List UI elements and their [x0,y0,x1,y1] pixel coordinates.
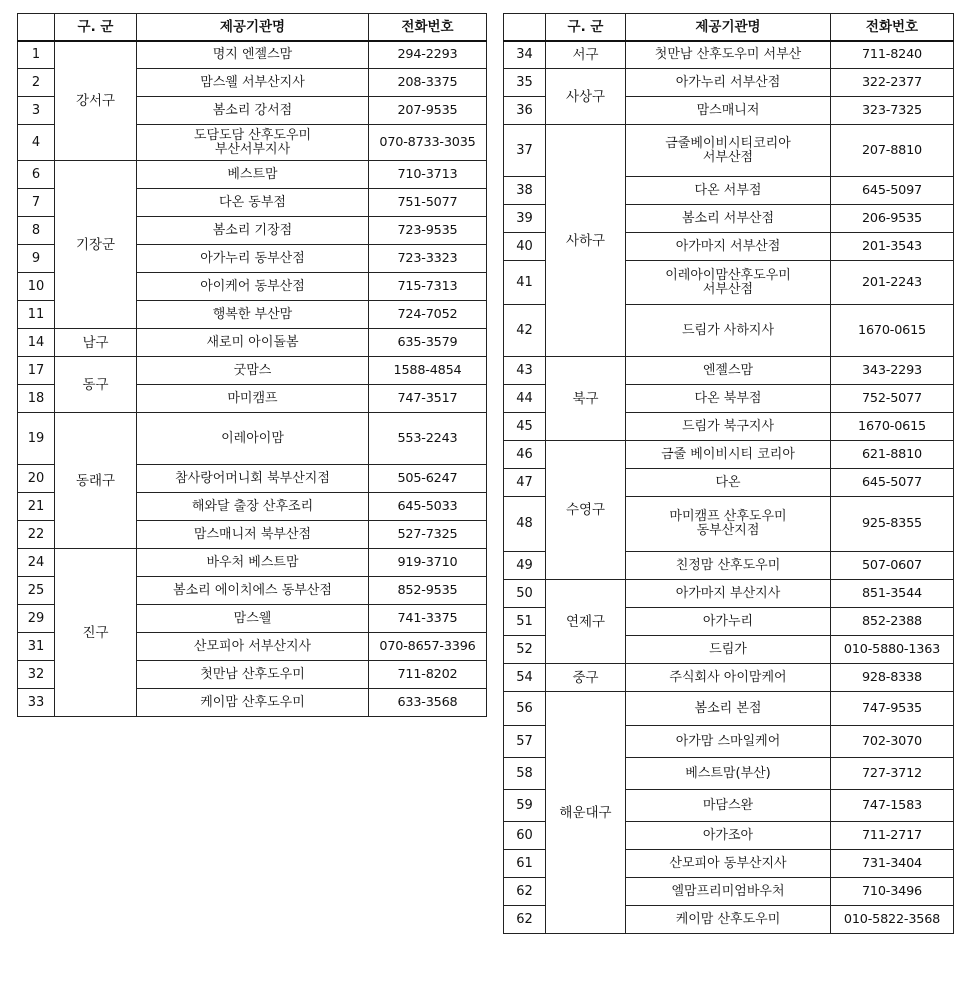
provider-name: 산모피아 서부산지사 [137,633,369,661]
provider-name: 케이맘 산후도우미 [626,906,831,934]
provider-name: 아가맘 스마일케어 [626,726,831,758]
row-number: 32 [18,661,55,689]
district-cell: 중구 [546,664,626,692]
phone-number: 201-3543 [831,233,954,261]
header-index [18,14,55,41]
provider-name: 맘스웰 [137,605,369,633]
provider-name: 금줄베이비시티코리아 서부산점 [626,125,831,177]
phone-number: 070-8657-3396 [369,633,487,661]
row-number: 42 [504,305,546,357]
phone-number: 621-8810 [831,441,954,469]
row-number: 29 [18,605,55,633]
table-row [504,357,954,385]
row-number: 38 [504,177,546,205]
phone-number: 1670-0615 [831,413,954,441]
provider-name: 봄소리 서부산점 [626,205,831,233]
row-number: 61 [504,850,546,878]
district-cell: 사상구 [546,69,626,125]
provider-name: 다온 서부점 [626,177,831,205]
row-number: 45 [504,413,546,441]
row-number: 54 [504,664,546,692]
district-cell: 사하구 [546,125,626,357]
phone-number: 645-5097 [831,177,954,205]
provider-name: 아가마지 부산지사 [626,580,831,608]
district-cell: 남구 [55,329,137,357]
row-number: 7 [18,189,55,217]
provider-name: 드림가 북구지사 [626,413,831,441]
provider-name: 금줄 베이비시티 코리아 [626,441,831,469]
row-number: 25 [18,577,55,605]
phone-number: 010-5880-1363 [831,636,954,664]
provider-name: 엘맘프리미엄바우처 [626,878,831,906]
provider-name: 맘스매니저 [626,97,831,125]
provider-name: 케이맘 산후도우미 [137,689,369,717]
provider-name: 다온 동부점 [137,189,369,217]
provider-name: 이레아이맘산후도우미 서부산점 [626,261,831,305]
provider-name: 봄소리 강서점 [137,97,369,125]
row-number: 37 [504,125,546,177]
phone-number: 711-8240 [831,41,954,69]
phone-number: 852-2388 [831,608,954,636]
header-phone: 전화번호 [831,14,954,41]
table-row [504,125,954,177]
phone-number: 711-2717 [831,822,954,850]
phone-number: 505-6247 [369,465,487,493]
phone-number: 751-5077 [369,189,487,217]
provider-name: 명지 엔젤스맘 [137,41,369,69]
phone-number: 207-9535 [369,97,487,125]
row-number: 60 [504,822,546,850]
phone-number: 741-3375 [369,605,487,633]
row-number: 46 [504,441,546,469]
phone-number: 851-3544 [831,580,954,608]
table-row [504,69,954,97]
provider-name: 아가누리 서부산점 [626,69,831,97]
provider-name: 첫만남 산후도우미 [137,661,369,689]
phone-number: 294-2293 [369,41,487,69]
table-row [18,549,487,577]
provider-name: 새로미 아이돌봄 [137,329,369,357]
phone-number: 323-7325 [831,97,954,125]
phone-number: 1588-4854 [369,357,487,385]
provider-name: 마미캠프 산후도우미 동부산지점 [626,497,831,552]
district-cell: 서구 [546,41,626,69]
row-number: 47 [504,469,546,497]
district-cell: 해운대구 [546,692,626,934]
phone-number: 070-8733-3035 [369,125,487,161]
provider-name: 산모피아 동부산지사 [626,850,831,878]
phone-number: 731-3404 [831,850,954,878]
provider-name: 첫만남 산후도우미 서부산 [626,41,831,69]
phone-number: 645-5077 [831,469,954,497]
provider-name: 이레아이맘 [137,413,369,465]
row-number: 1 [18,41,55,69]
row-number: 35 [504,69,546,97]
phone-number: 747-3517 [369,385,487,413]
provider-name: 다온 북부점 [626,385,831,413]
row-number: 49 [504,552,546,580]
phone-number: 553-2243 [369,413,487,465]
left-provider-table [17,13,487,717]
phone-number: 702-3070 [831,726,954,758]
row-number: 3 [18,97,55,125]
provider-name: 도담도담 산후도우미 부산서부지사 [137,125,369,161]
provider-name: 맘스웰 서부산지사 [137,69,369,97]
table-row [18,357,487,385]
district-cell: 동구 [55,357,137,413]
table-row [18,41,487,69]
district-cell: 동래구 [55,413,137,549]
phone-number: 724-7052 [369,301,487,329]
phone-number: 711-8202 [369,661,487,689]
phone-number: 727-3712 [831,758,954,790]
row-number: 56 [504,692,546,726]
row-number: 11 [18,301,55,329]
header-district: 구. 군 [55,14,137,41]
district-cell: 기장군 [55,161,137,329]
provider-name: 베스트맘(부산) [626,758,831,790]
district-cell: 북구 [546,357,626,441]
row-number: 62 [504,878,546,906]
phone-number: 747-9535 [831,692,954,726]
provider-name: 봄소리 기장점 [137,217,369,245]
table-row [504,664,954,692]
provider-name: 친정맘 산후도우미 [626,552,831,580]
row-number: 6 [18,161,55,189]
provider-name: 드림가 [626,636,831,664]
phone-number: 715-7313 [369,273,487,301]
district-cell: 연제구 [546,580,626,664]
phone-number: 207-8810 [831,125,954,177]
provider-name: 아가조아 [626,822,831,850]
row-number: 57 [504,726,546,758]
row-number: 10 [18,273,55,301]
phone-number: 925-8355 [831,497,954,552]
row-number: 39 [504,205,546,233]
phone-number: 1670-0615 [831,305,954,357]
header-provider: 제공기관명 [137,14,369,41]
provider-name: 굿맘스 [137,357,369,385]
provider-name: 행복한 부산맘 [137,301,369,329]
row-number: 24 [18,549,55,577]
row-number: 51 [504,608,546,636]
phone-number: 645-5033 [369,493,487,521]
header-phone: 전화번호 [369,14,487,41]
row-number: 59 [504,790,546,822]
phone-number: 633-3568 [369,689,487,717]
provider-name: 봄소리 에이치에스 동부산점 [137,577,369,605]
phone-number: 201-2243 [831,261,954,305]
phone-number: 723-3323 [369,245,487,273]
table-row [504,580,954,608]
table-row [18,329,487,357]
district-cell: 강서구 [55,41,137,161]
provider-name: 베스트맘 [137,161,369,189]
left-table-body [18,41,487,717]
phone-number: 635-3579 [369,329,487,357]
phone-number: 747-1583 [831,790,954,822]
provider-name: 아가마지 서부산점 [626,233,831,261]
district-cell: 진구 [55,549,137,717]
provider-name: 맘스매니저 북부산점 [137,521,369,549]
phone-number: 919-3710 [369,549,487,577]
row-number: 8 [18,217,55,245]
row-number: 52 [504,636,546,664]
provider-name: 해와달 출장 산후조리 [137,493,369,521]
phone-number: 208-3375 [369,69,487,97]
provider-name: 아이케어 동부산점 [137,273,369,301]
row-number: 22 [18,521,55,549]
row-number: 48 [504,497,546,552]
right-provider-table [503,13,954,934]
table-row [18,161,487,189]
row-number: 58 [504,758,546,790]
right-table-body [504,41,954,934]
row-number: 14 [18,329,55,357]
provider-name: 참사랑어머니회 북부산지점 [137,465,369,493]
header-index [504,14,546,41]
row-number: 18 [18,385,55,413]
phone-number: 928-8338 [831,664,954,692]
row-number: 19 [18,413,55,465]
provider-name: 다온 [626,469,831,497]
row-number: 31 [18,633,55,661]
row-number: 17 [18,357,55,385]
row-number: 34 [504,41,546,69]
provider-name: 바우처 베스트맘 [137,549,369,577]
provider-name: 봄소리 본점 [626,692,831,726]
row-number: 41 [504,261,546,305]
phone-number: 710-3496 [831,878,954,906]
phone-number: 723-9535 [369,217,487,245]
row-number: 62 [504,906,546,934]
phone-number: 322-2377 [831,69,954,97]
header-district: 구. 군 [546,14,626,41]
provider-name: 드림가 사하지사 [626,305,831,357]
table-row [504,692,954,726]
row-number: 50 [504,580,546,608]
header-provider: 제공기관명 [626,14,831,41]
phone-number: 010-5822-3568 [831,906,954,934]
row-number: 9 [18,245,55,273]
provider-name: 아가누리 [626,608,831,636]
provider-name: 아가누리 동부산점 [137,245,369,273]
phone-number: 206-9535 [831,205,954,233]
district-cell: 수영구 [546,441,626,580]
table-row [18,413,487,465]
phone-number: 527-7325 [369,521,487,549]
row-number: 20 [18,465,55,493]
row-number: 43 [504,357,546,385]
table-row [504,41,954,69]
row-number: 21 [18,493,55,521]
provider-name: 마담스완 [626,790,831,822]
header-row [18,14,487,41]
row-number: 33 [18,689,55,717]
phone-number: 710-3713 [369,161,487,189]
phone-number: 752-5077 [831,385,954,413]
provider-name: 주식회사 아이맘케어 [626,664,831,692]
phone-number: 507-0607 [831,552,954,580]
row-number: 4 [18,125,55,161]
header-row [504,14,954,41]
row-number: 2 [18,69,55,97]
phone-number: 852-9535 [369,577,487,605]
row-number: 40 [504,233,546,261]
provider-name: 엔젤스맘 [626,357,831,385]
table-row [504,441,954,469]
provider-name: 마미캠프 [137,385,369,413]
phone-number: 343-2293 [831,357,954,385]
row-number: 36 [504,97,546,125]
row-number: 44 [504,385,546,413]
